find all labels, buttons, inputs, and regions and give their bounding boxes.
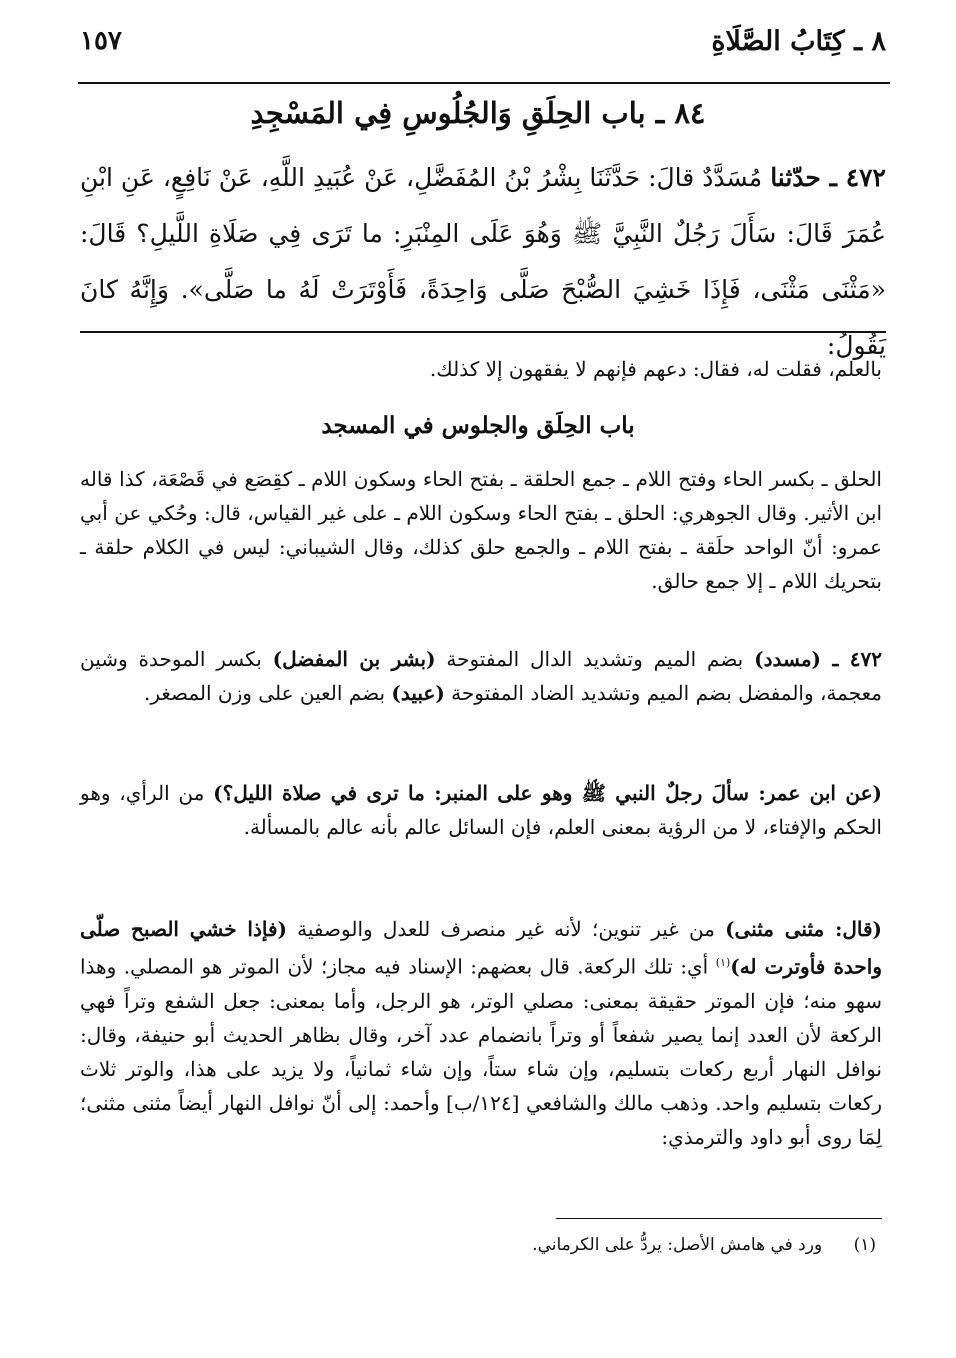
commentary-paragraph-3 — [80, 776, 882, 844]
lemma-ubayd: (عبيد) — [391, 681, 445, 705]
footnote — [80, 1232, 876, 1258]
commentary-paragraph-2 — [80, 642, 882, 710]
lemma-ibn-umar: (عن ابن عمر: سألَ رجلٌ النبي ﷺ وهو على المنبر: ما ترى في صلاة الليل؟) — [213, 781, 882, 805]
footnote-marker[interactable]: (١) — [715, 956, 731, 969]
gloss: بكسر الموحدة وشين معجمة، والمفضل بضم الميم وتشديد الضاد المفتوحة — [80, 647, 882, 705]
footnote-rule — [556, 1218, 882, 1219]
commentary-section-title: باب الحِلَق والجلوس في المسجد — [321, 412, 635, 439]
hadith-body: مُسَدَّدٌ قالَ: حَدَّثَنَا بِشْرُ بْنُ المُفَضَّلِ، عَنْ عُبَيدِ اللَّهِ، عَنْ نَافِعٍ، عَنِ ابْنِ عُمَرَ قَالَ: سَأَلَ رَجُلٌ النَّبِيَّ ﷺ وَهُوَ عَلَى المِنْبَرِ: ما تَرَى فِي صَلَاةِ اللَّيلِ؟ قَالَ: «مَثْنَى مَثْنَى، فَإِذَا خَشِيَ الصُّبْحَ صَلَّى وَاحِدَةً، فَأَوْتَرَتْ لَهُ ما صَلَّى». وَإِنَّهُ كانَ يَقُولُ: — [80, 163, 886, 360]
lemma-bishr: (بشر بن المفضل) — [272, 647, 436, 671]
gloss: بضم الميم وتشديد الدال المفتوحة — [446, 647, 744, 671]
gloss: أي: تلك الركعة. قال بعضهم: الإسناد فيه مجاز؛ لأن الموتر هو المصلي. وهذا سهو منه؛ فإن الموتر حقيقة بمعنى: مصلي الوتر، هو الرجل، وأما بمعنى: جعل الشفع وتراً فهي الركعة لأن العدد إنما يصير شفعاً أو وتراً بانضمام عدد آخر، وقال بظاهر الحديث أبو حنيفة، وقال: نوافل النهار أربع ركعات بتسليم، وإن شاء ستاً، وإن شاء ثمانياً، ولا يزيد على هذا، والوتر ثلاث ركعات بتسليم واحد. وذهب مالك والشافعي [١٢٤/ب] وأحمد: إلى أنّ نوافل النهار أيضاً مثنى مثنى؛ لِمَا روى أبو داود والترمذي: — [80, 954, 883, 1149]
footnote-text: ورد في هامش الأصل: يردُّ على الكرماني. — [532, 1235, 823, 1255]
lemma-musaddad: ٤٧٢ ـ (مسدد) — [754, 647, 883, 671]
commentary-continuation: بالعلم، فقلت له، فقال: دعهم فإنهم لا يفقهون إلا كذلك. — [429, 357, 882, 381]
gloss: من الرأي، وهو الحكم والإفتاء، لا من الرؤية بمعنى العلم، فإن السائل عالم بأنه عالم بالمسألة. — [80, 781, 882, 839]
matn-separator-rule — [80, 331, 886, 333]
lemma-mathna: (قال: مثنى مثنى) — [725, 917, 883, 941]
gloss: من غير تنوين؛ لأنه غير منصرف للعدل والوصفية — [297, 917, 715, 941]
header-rule — [78, 82, 890, 84]
footnote-number: (١) — [853, 1235, 876, 1255]
hadith-number-lead: ٤٧٢ ـ حدّثنا — [770, 163, 886, 192]
commentary-paragraph-4 — [80, 912, 882, 1154]
running-header-chapter: ٨ ـ كِتَابُ الصَّلَاةِ — [711, 26, 886, 57]
page-number: ١٥٧ — [80, 26, 122, 56]
chapter-heading: ٨٤ ـ باب الحِلَقِ وَالجُلُوسِ فِي المَسْجِدِ — [250, 96, 706, 130]
hadith-text — [80, 150, 886, 374]
commentary-paragraph-1: الحلق ـ بكسر الحاء وفتح اللام ـ جمع الحلقة ـ بفتح الحاء وسكون اللام ـ كقِصَع في قَصْعَة، كذا قاله ابن الأثير. وقال الجوهري: الحلق ـ بفتح الحاء وسكون اللام ـ على غير القياس، قال: وحُكي عن أبي عمرو: أنّ الواحد حلَقة ـ بفتح اللام ـ والجمع حلق كذلك، وقال الشيباني: ليس في الكلام حلقة ـ بتحريك اللام ـ إلا جمع حالق. — [80, 467, 882, 593]
gloss: بضم العين على وزن المصغر. — [143, 681, 386, 705]
lemma-fa-idha: (فإذا خشي الصبح صلّى واحدة فأوترت له) — [80, 917, 883, 979]
